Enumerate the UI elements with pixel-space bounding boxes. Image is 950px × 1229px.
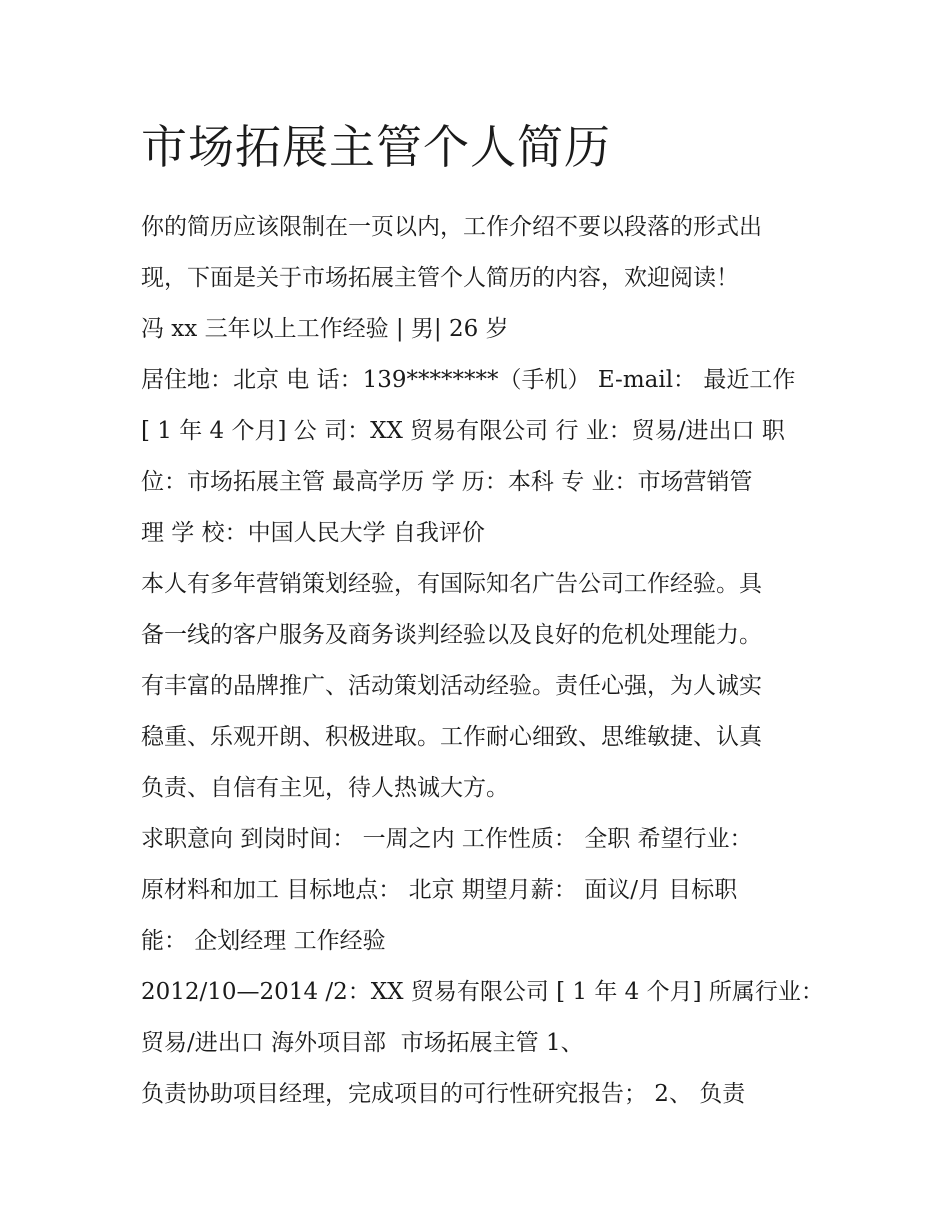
text-line: [ 1 年 4 个月] 公 司：XX 贸易有限公司 行 业：贸易/进出口 职 [141, 418, 785, 444]
text-line: 位：市场拓展主管 最高学历 学 历：本科 专 业：市场营销管 [141, 469, 753, 495]
text-line: 贸易/进出口 海外项目部 市场拓展主管 1、 [141, 1030, 584, 1056]
text-line: 理 学 校：中国人民大学 自我评价 [141, 520, 485, 546]
text-line: 负责协助项目经理，完成项目的可行性研究报告； 2、 负责 [141, 1081, 746, 1107]
text-line: 冯 xx 三年以上工作经验 | 男| 26 岁 [141, 316, 509, 342]
text-line: 负责、自信有主见，待人热诚大方。 [141, 775, 509, 801]
text-line: 有丰富的品牌推广、活动策划活动经验。责任心强，为人诚实 [141, 673, 762, 699]
resume-page [141, 112, 824, 1120]
text-line: 能： 企划经理 工作经验 [141, 928, 386, 954]
text-line: 备一线的客户服务及商务谈判经验以及良好的危机处理能力。 [141, 622, 762, 648]
text-line: 求职意向 到岗时间： 一周之内 工作性质： 全职 希望行业： [141, 826, 753, 852]
page-title: 市场拓展主管个人简历 [141, 120, 611, 174]
text-line: 本人有多年营销策划经验，有国际知名广告公司工作经验。具 [141, 571, 762, 597]
text-line: 你的简历应该限制在一页以内，工作介绍不要以段落的形式出 [141, 214, 762, 240]
text-line: 居住地：北京 电 话：139********（手机） E-mail： 最近工作 [141, 367, 796, 393]
text-line: 稳重、乐观开朗、积极进取。工作耐心细致、思维敏捷、认真 [141, 724, 762, 750]
document-body [141, 202, 824, 1120]
text-line: 原材料和加工 目标地点： 北京 期望月薪： 面议/月 目标职 [141, 877, 738, 903]
text-line: 2012/10—2014 /2：XX 贸易有限公司 [ 1 年 4 个月] 所属行业： [141, 979, 824, 1005]
text-line: 现，下面是关于市场拓展主管个人简历的内容，欢迎阅读！ [141, 265, 739, 291]
